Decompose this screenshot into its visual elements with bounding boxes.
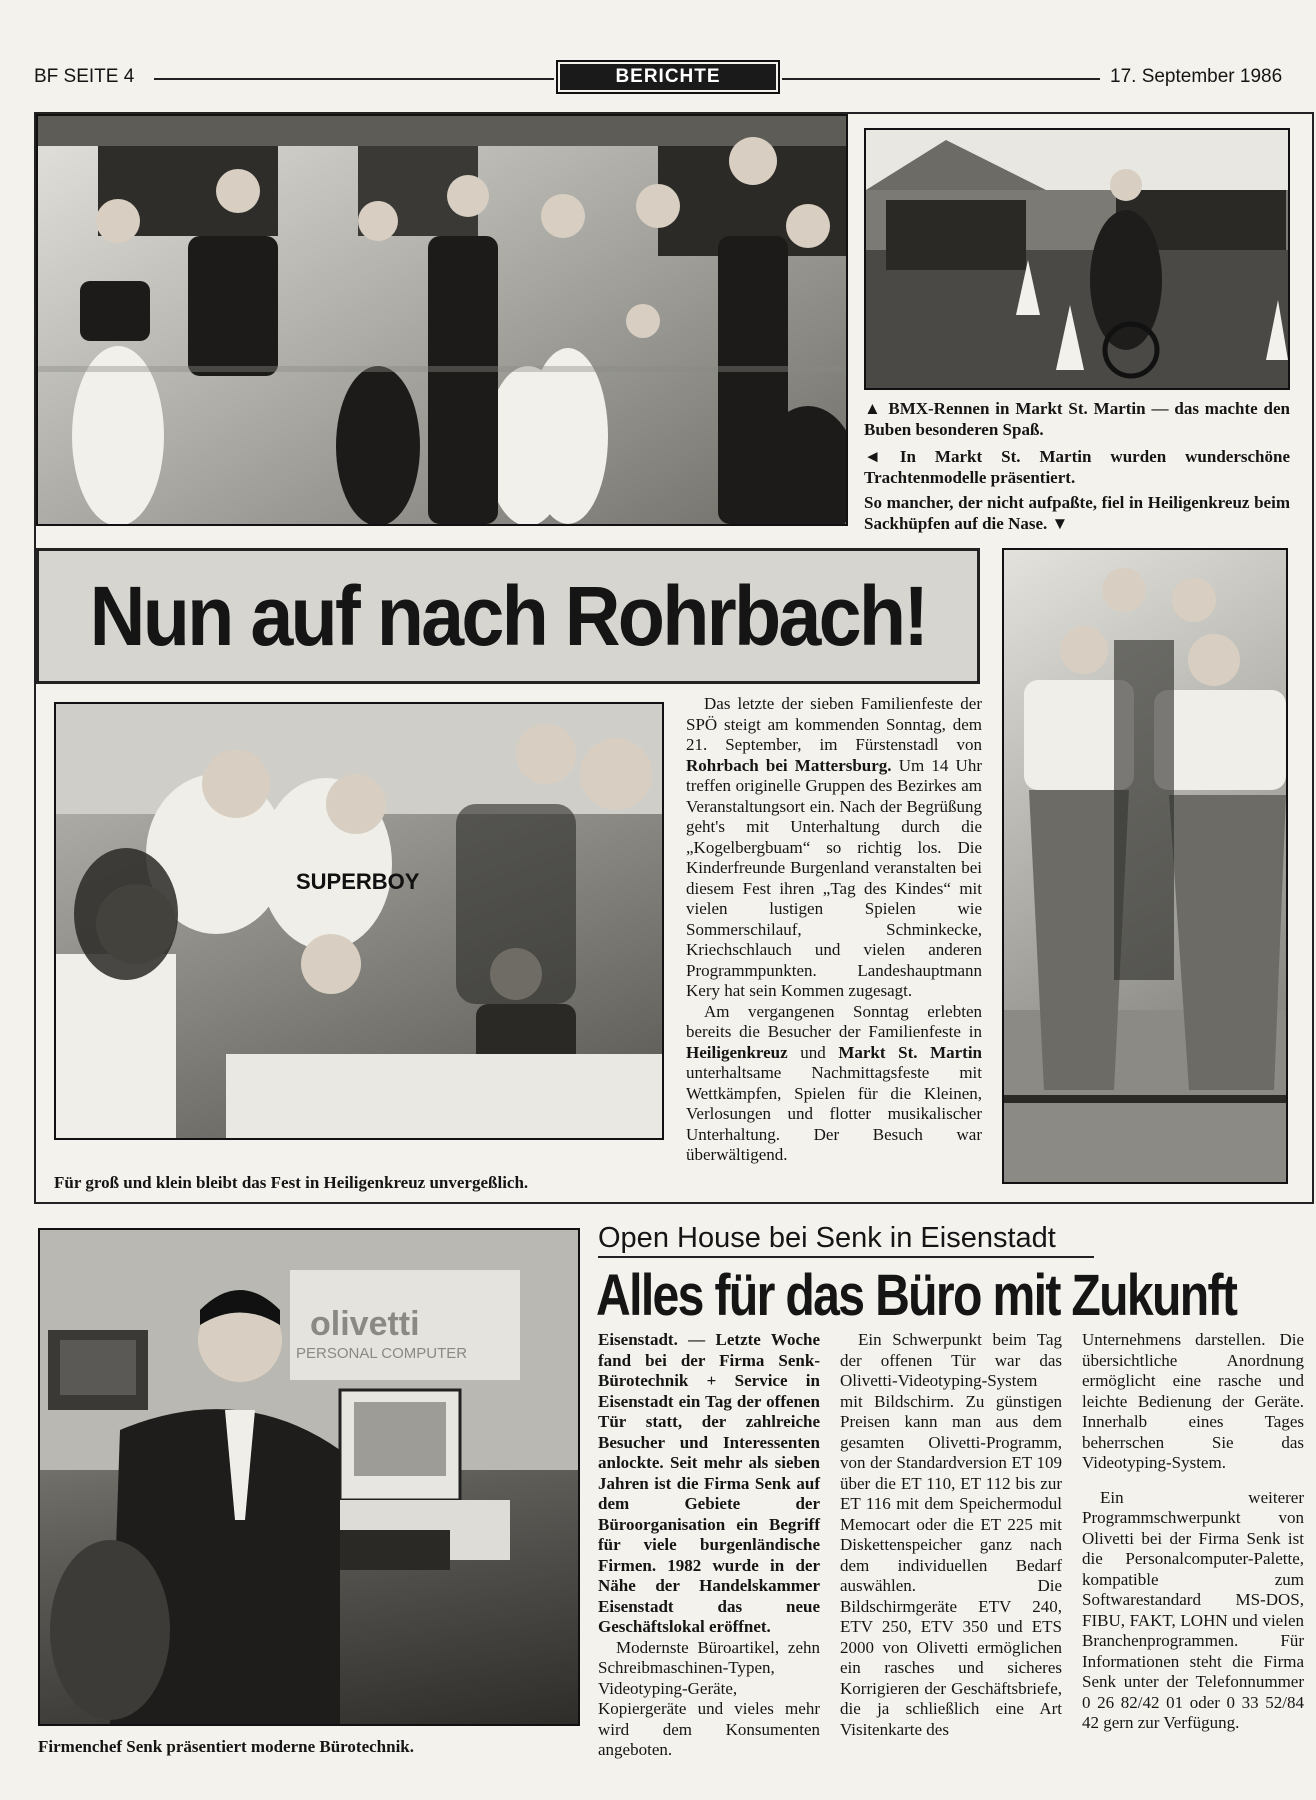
section-title: BERICHTE [560, 64, 776, 90]
story2-headline: Alles für das Büro mit Zukunft [596, 1263, 1237, 1328]
story1-paragraph: Das letzte der sieben Familienfeste der SPÖ steigt am kommenden Sonntag, dem 21. September, im Fürstenstadl von Rohrbach bei Mattersburg. Um 14 Uhr treffen originelle Gruppen des Bezirkes am Veranstaltungsort ein. Nach der Begrüßung geht's mit Unterhaltung durch die „Kogelbergbuam“ so richtig los. Die Kinderfreunde Burgenland veranstalten bei diesem Fest ihren „Tag des Kindes“ mit vielen lustigen Spielen wie Sommerschilauf, Schminkecke, Kriechschlauch und vielen anderen Programmpunkten. Landeshauptmann Kery hat sein Kommen zugesagt. [686, 694, 982, 1000]
senk-caption: Firmenchef Senk präsentiert moderne Bürotechnik. [38, 1737, 415, 1756]
sack-race-photo [1002, 548, 1288, 1184]
bmx-race-photo [864, 128, 1290, 390]
story2-paragraph: Modernste Büroartikel, zehn Schreibmaschinen-Typen, Videotyping-Geräte, Kopiergeräte und vieles mehr wird dem Konsumenten angeboten. [598, 1637, 820, 1759]
up-arrow-icon: ▲ [864, 399, 883, 418]
kids-caption: Für groß und klein bleibt das Fest in Heiligenkreuz unvergeßlich. [54, 1173, 529, 1192]
story2-paragraph: Unternehmens darstellen. Die übersichtliche Anordnung ermöglicht eine rasche und leichte Bedienung der Geräte. Innerhalb eines Tages beherrschen Sie das Videotyping-System. [1082, 1330, 1304, 1472]
costume-group-photo [36, 114, 848, 526]
story2-column-2 [840, 1330, 1062, 1740]
sack-race-caption-text: So mancher, der nicht aufpaßte, fiel in Heiligenkreuz beim Sackhüpfen auf die Nase. [864, 493, 1290, 533]
costume-caption-text: In Markt St. Martin wurden wunderschöne Trachtenmodelle präsentiert. [864, 447, 1291, 487]
bmx-caption-text: BMX-Rennen in Markt St. Martin — das machte den Buben besonderen Spaß. [864, 399, 1291, 439]
story2-kicker: Open House bei Senk in Eisenstadt [598, 1222, 1056, 1254]
story2-kicker-rule [598, 1256, 1094, 1258]
story2-paragraph: Ein Schwerpunkt beim Tag der offenen Tür war das Olivetti-Videotyping-System mit Bildschirm. Zu günstigen Preisen kann man aus dem gesamten Olivetti-Programm, von der Standardversion ET 109 über die ET 110, ET 112 bis zur ET 116 mit dem Speichermodul Memocart oder die ET 225 mit Diskettenspeicher ganz nach dem individuellen Bedarf auswählen. Die Bildschirmgeräte ETV 240, ETV 250, ETV 350 und ETS 2000 von Olivetti ermöglichen ein rasches und sicheres Korrigieren der Geschäftsbriefe, die ja schließlich eine Art Visitenkarte des [840, 1330, 1062, 1739]
story1-headline-box [36, 548, 980, 684]
story2-column-1 [598, 1330, 820, 1761]
story1-headline: Nun auf nach Rohrbach! [89, 569, 927, 663]
story1-body [686, 694, 982, 1166]
brand-sign-sub: PERSONAL COMPUTER [296, 1345, 468, 1362]
brand-sign: olivetti [310, 1305, 420, 1343]
story2-lead: Eisenstadt. — Letzte Woche fand bei der Firma Senk-Bürotechnik + Service in Eisenstadt ein Tag der offenen Tür statt, der zahlreiche Besucher und Interessenten anlockte. Seit mehr als sieben Jahren ist die Firma Senk auf dem Gebiete der Büroorganisation ein Begriff für viele burgenländische Firmen. 1982 wurde in der Nähe der Handelskammer Eisenstadt das neue Geschäftslokal eröffnet. [598, 1330, 820, 1636]
kids-fest-photo [54, 702, 664, 1140]
senk-office-photo [38, 1228, 580, 1726]
costume-caption [864, 446, 1290, 488]
sack-race-caption [864, 492, 1290, 534]
story2-column-3 [1082, 1330, 1304, 1734]
issue-date: 17. September 1986 [1110, 66, 1283, 87]
header-rule-right [782, 78, 1100, 80]
bmx-caption [864, 398, 1290, 440]
header-rule-left [154, 78, 554, 80]
shirt-print: SUPERBOY [296, 869, 420, 894]
left-arrow-icon: ◄ [864, 447, 881, 466]
page-label: BF SEITE 4 [34, 66, 135, 87]
section-badge [556, 60, 780, 94]
story2-paragraph: Ein weiterer Programmschwerpunkt von Olivetti bei der Firma Senk ist die Personalcomputer-Palette, kompatible zum Softwarestandard MS-DOS, FIBU, FAKT, LOHN und vielen Branchenprogrammen. Für Informationen steht die Firma Senk unter der Telefonnummer 0 26 82/42 01 oder 0 33 52/84 42 gern zur Verfügung. [1082, 1487, 1304, 1732]
down-arrow-icon: ▼ [1051, 514, 1069, 533]
story1-paragraph: Am vergangenen Sonntag erlebten bereits die Besucher der Familienfeste in Heiligenkreuz und Markt St. Martin unterhaltsame Nachmittagsfeste mit Wettkämpfen, Spielen für die Kleinen, Verlosungen und flotter musikalischer Unterhaltung. Der Besuch war überwältigend. [686, 1001, 982, 1164]
